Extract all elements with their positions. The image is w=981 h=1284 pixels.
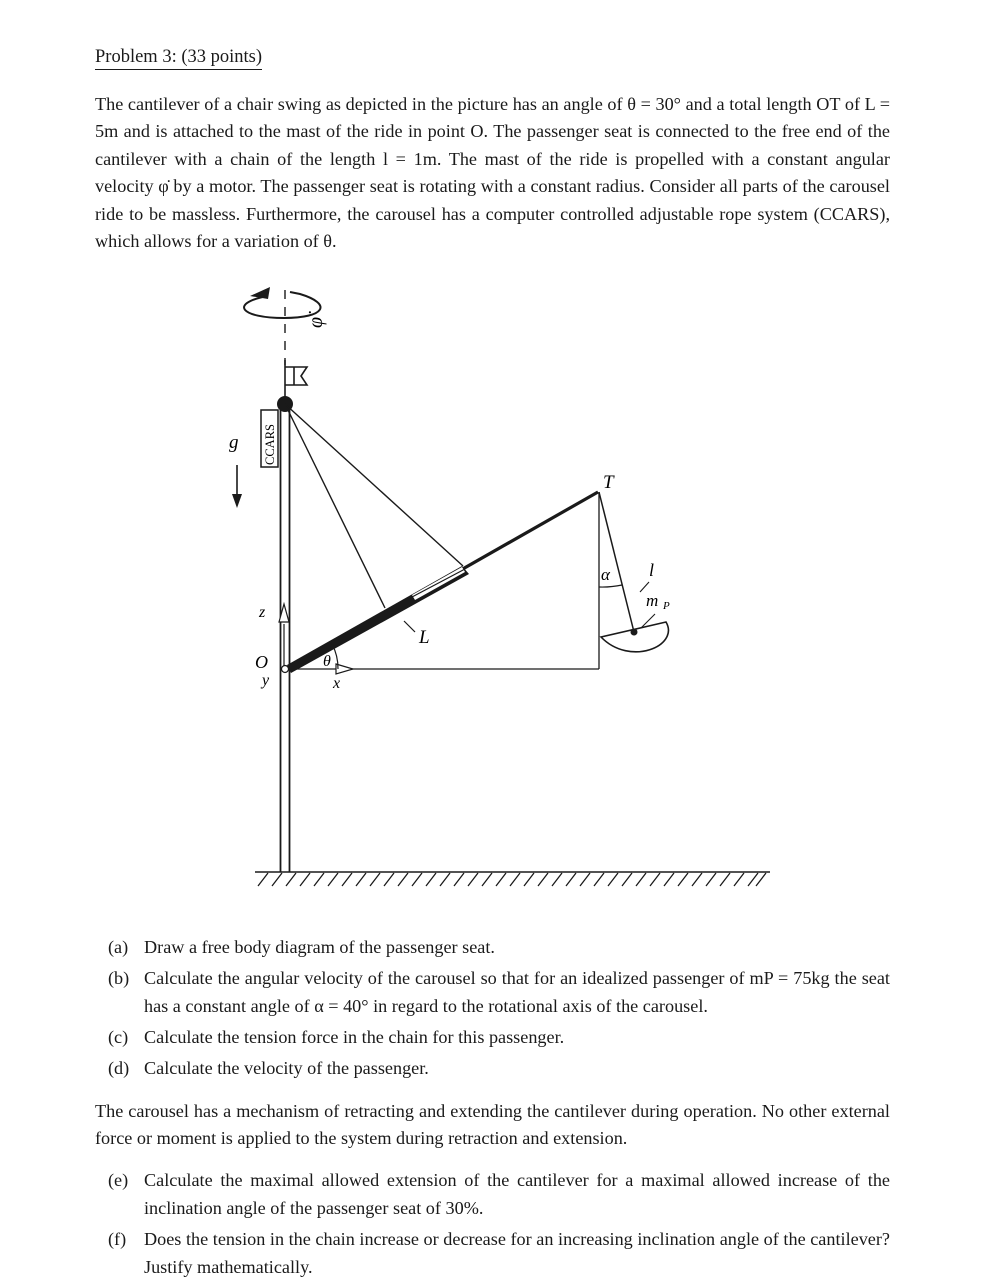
L-pointer bbox=[404, 621, 415, 632]
label-l: l bbox=[649, 560, 655, 580]
mast bbox=[281, 404, 290, 872]
problem-statement: The cantilever of a chair swing as depicted in the picture has an angle of θ = 30° and a total length OT of L = 5m and is attached to the mast of the ride in point O. The passenger seat is connected to the free end of the cantilever with a chain of the length l = 1m. The mast of the ride is propelled with a constant angular velocity φ̇ by a motor. The passenger seat is rotating with a constant radius. Consider all parts of the carousel ride to be massless. Furthermore, the carousel has a computer controlled adjustable rope system (CCARS), which allows for a variation of θ. bbox=[95, 94, 890, 252]
question-list-1 bbox=[108, 933, 890, 1085]
problem-title: Problem 3: (33 points) bbox=[95, 46, 262, 70]
question-list-2 bbox=[108, 1166, 890, 1284]
question-item: (f) Does the tension in the chain increase or decrease for an increasing inclination angle of the cantilever? Justify mathematically. bbox=[108, 1229, 890, 1277]
label-phi-dot: φ̇ bbox=[305, 316, 327, 328]
carousel-figure bbox=[0, 270, 981, 900]
mechanism-paragraph: The carousel has a mechanism of retracting and extending the cantilever during operation. No other external force or moment is applied to the system during retraction and extension. bbox=[95, 1101, 890, 1149]
rotation-arrow-icon bbox=[244, 287, 320, 318]
label-L: L bbox=[419, 627, 430, 648]
question-item: (b) Calculate the angular velocity of the carousel so that for an idealized passenger of mP = 75kg the seat has a constant angle of α = 40° in regard to the rotational axis of the carousel. bbox=[108, 968, 890, 1016]
question-item: (c) Calculate the tension force in the chain for this passenger. bbox=[108, 1027, 565, 1047]
flag-icon bbox=[285, 360, 307, 398]
ground bbox=[255, 872, 770, 886]
label-T: T bbox=[603, 472, 614, 493]
question-item: (d) Calculate the velocity of the passenger. bbox=[108, 1058, 429, 1078]
label-g: g bbox=[229, 432, 239, 453]
gravity-arrow-icon bbox=[232, 465, 242, 508]
passenger-seat bbox=[601, 622, 668, 652]
chain bbox=[599, 492, 634, 632]
label-ccars: CCARS bbox=[263, 424, 277, 465]
alpha-arc bbox=[599, 585, 622, 587]
label-mp-sub: P bbox=[663, 600, 670, 612]
label-y: y bbox=[262, 672, 270, 689]
label-alpha: α bbox=[601, 565, 610, 584]
label-mp: m bbox=[646, 591, 659, 610]
label-z: z bbox=[259, 604, 266, 621]
seat-pivot bbox=[631, 629, 638, 636]
ccars-ropes bbox=[285, 404, 463, 608]
label-O: O bbox=[255, 652, 268, 672]
label-theta: θ bbox=[323, 653, 331, 670]
question-item: (e) Calculate the maximal allowed extension of the cantilever for a maximal allowed increase of the inclination angle of the passenger seat of 30%. bbox=[108, 1170, 890, 1218]
label-x: x bbox=[333, 675, 341, 692]
origin-point bbox=[282, 666, 289, 673]
question-item: (a) Draw a free body diagram of the passenger seat. bbox=[108, 937, 495, 957]
